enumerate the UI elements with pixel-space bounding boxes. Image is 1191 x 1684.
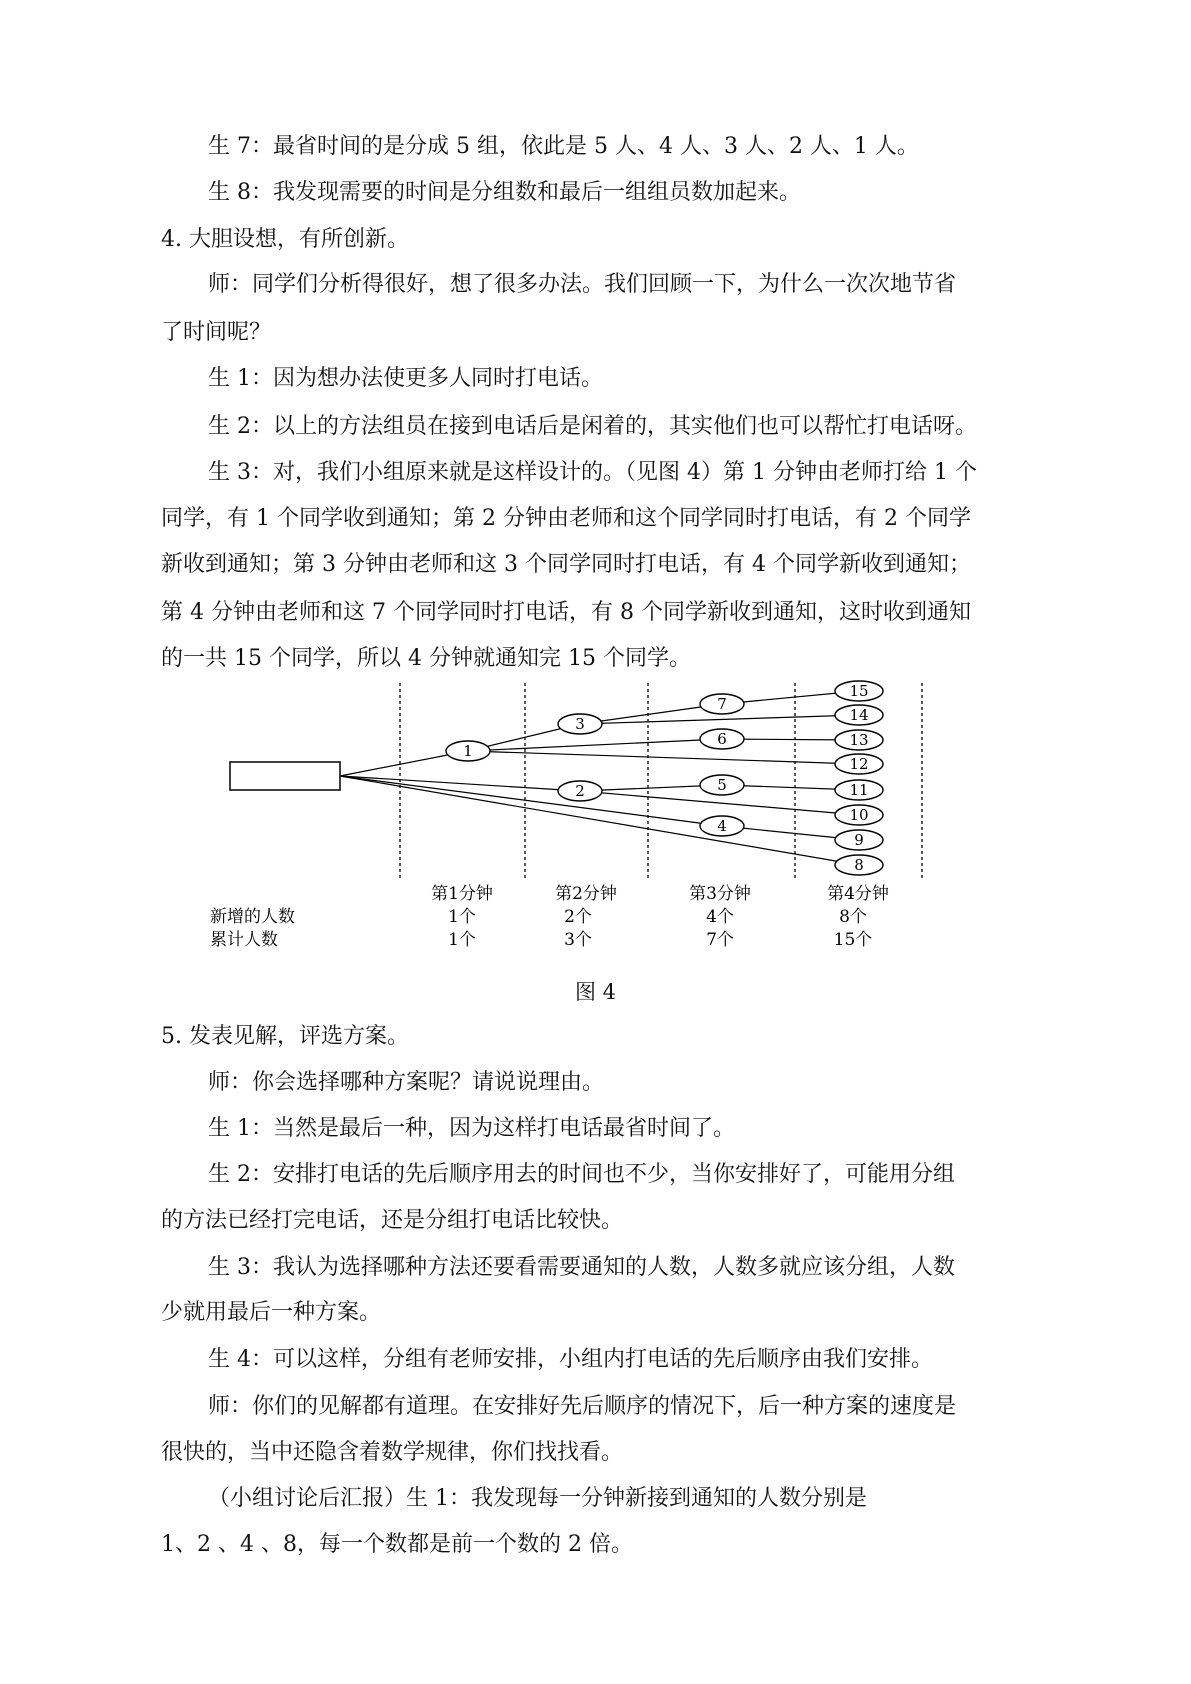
node-label: 12 bbox=[849, 755, 869, 773]
paragraph: 1、2 、4 、8，每一个数都是前一个数的 2 倍。 bbox=[161, 1532, 633, 1557]
student-node-3 bbox=[558, 714, 602, 734]
student-node-2 bbox=[558, 781, 602, 801]
row-label-total: 累计人数 bbox=[210, 930, 278, 950]
paragraph: 少就用最后一种方案。 bbox=[161, 1300, 382, 1325]
node-label: 2 bbox=[575, 782, 585, 800]
paragraph: 了时间呢？ bbox=[161, 320, 272, 345]
paragraph: （小组讨论后汇报）生 1：我发现每一分钟新接到通知的人数分别是 bbox=[208, 1486, 867, 1511]
section-heading: 5. 发表见解，评选方案。 bbox=[161, 1024, 409, 1049]
paragraph: 的一共 15 个同学，所以 4 分钟就通知完 15 个同学。 bbox=[161, 646, 691, 671]
paragraph: 生 3：对，我们小组原来就是这样设计的。（见图 4）第 1 分钟由老师打给 1 个 bbox=[208, 460, 977, 485]
total-count: 1个 bbox=[448, 930, 476, 950]
row-label-new: 新增的人数 bbox=[210, 907, 295, 927]
paragraph: 第 4 分钟由老师和这 7 个同学同时打电话，有 8 个同学新收到通知，这时收到通知 bbox=[161, 600, 971, 625]
student-node-12 bbox=[835, 754, 883, 774]
student-node-7 bbox=[700, 694, 744, 714]
total-count: 3个 bbox=[564, 930, 592, 950]
student-node-14 bbox=[835, 705, 883, 725]
student-node-6 bbox=[700, 729, 744, 749]
call-line bbox=[580, 715, 859, 724]
minute-label: 第4分钟 bbox=[827, 884, 889, 904]
node-label: 9 bbox=[854, 831, 864, 849]
student-node-5 bbox=[700, 775, 744, 795]
node-label: 14 bbox=[849, 706, 869, 724]
node-label: 1 bbox=[463, 742, 473, 760]
paragraph: 生 4：可以这样，分组有老师安排，小组内打电话的先后顺序由我们安排。 bbox=[208, 1347, 933, 1372]
paragraph: 师：你会选择哪种方案呢？请说说理由。 bbox=[208, 1070, 605, 1095]
student-node-11 bbox=[835, 780, 883, 800]
paragraph: 同学，有 1 个同学收到通知；第 2 分钟由老师和这个同学同时打电话，有 2 个同学 bbox=[161, 506, 971, 531]
call-line bbox=[340, 776, 722, 826]
paragraph: 生 3：我认为选择哪种方法还要看需要通知的人数，人数多就应该分组，人数 bbox=[208, 1255, 955, 1280]
node-label: 11 bbox=[849, 781, 869, 799]
node-label: 13 bbox=[849, 731, 869, 749]
student-node-10 bbox=[835, 805, 883, 825]
new-count: 1个 bbox=[448, 907, 476, 927]
node-label: 10 bbox=[849, 806, 869, 824]
minute-label: 第1分钟 bbox=[431, 884, 493, 904]
paragraph: 新收到通知；第 3 分钟由老师和这 3 个同学同时打电话，有 4 个同学新收到通知； bbox=[161, 552, 971, 577]
paragraph: 生 8：我发现需要的时间是分组数和最后一组组员数加起来。 bbox=[208, 180, 801, 205]
teacher-box bbox=[230, 762, 340, 790]
new-count: 2个 bbox=[564, 907, 592, 927]
call-line bbox=[468, 739, 722, 751]
node-label: 4 bbox=[717, 817, 727, 835]
figure-caption: 图 4 bbox=[574, 980, 617, 1004]
node-label: 8 bbox=[854, 856, 864, 874]
student-node-15 bbox=[835, 681, 883, 701]
paragraph: 师：同学们分析得很好，想了很多办法。我们回顾一下，为什么一次次地节省 bbox=[208, 272, 957, 297]
node-label: 7 bbox=[717, 695, 727, 713]
paragraph: 的方法已经打完电话，还是分组打电话比较快。 bbox=[161, 1208, 624, 1233]
paragraph: 生 7：最省时间的是分成 5 组，依此是 5 人、4 人、3 人、2 人、1 人。 bbox=[208, 134, 919, 159]
new-count: 8个 bbox=[839, 907, 867, 927]
paragraph: 生 2：以上的方法组员在接到电话后是闲着的，其实他们也可以帮忙打电话呀。 bbox=[208, 414, 977, 439]
node-label: 3 bbox=[575, 715, 585, 733]
paragraph: 生 1：当然是最后一种，因为这样打电话最省时间了。 bbox=[208, 1116, 735, 1141]
node-label: 15 bbox=[849, 682, 869, 700]
student-node-13 bbox=[835, 730, 883, 750]
node-label: 5 bbox=[717, 776, 727, 794]
minute-label: 第2分钟 bbox=[555, 884, 617, 904]
student-node-8 bbox=[835, 855, 883, 875]
student-node-1 bbox=[446, 741, 490, 761]
total-count: 15个 bbox=[833, 930, 873, 950]
section-heading: 4. 大胆设想，有所创新。 bbox=[161, 227, 409, 252]
call-line bbox=[468, 751, 859, 764]
paragraph: 师：你们的见解都有道理。在安排好先后顺序的情况下，后一种方案的速度是 bbox=[208, 1394, 957, 1419]
student-node-9 bbox=[835, 830, 883, 850]
new-count: 4个 bbox=[706, 907, 734, 927]
paragraph: 生 2：安排打电话的先后顺序用去的时间也不少，当你安排好了，可能用分组 bbox=[208, 1162, 955, 1187]
student-node-4 bbox=[700, 816, 744, 836]
total-count: 7个 bbox=[706, 930, 734, 950]
call-line bbox=[340, 776, 580, 791]
minute-label: 第3分钟 bbox=[689, 884, 751, 904]
paragraph: 很快的，当中还隐含着数学规律，你们找找看。 bbox=[161, 1440, 624, 1465]
paragraph: 生 1：因为想办法使更多人同时打电话。 bbox=[208, 366, 603, 391]
node-label: 6 bbox=[717, 730, 727, 748]
